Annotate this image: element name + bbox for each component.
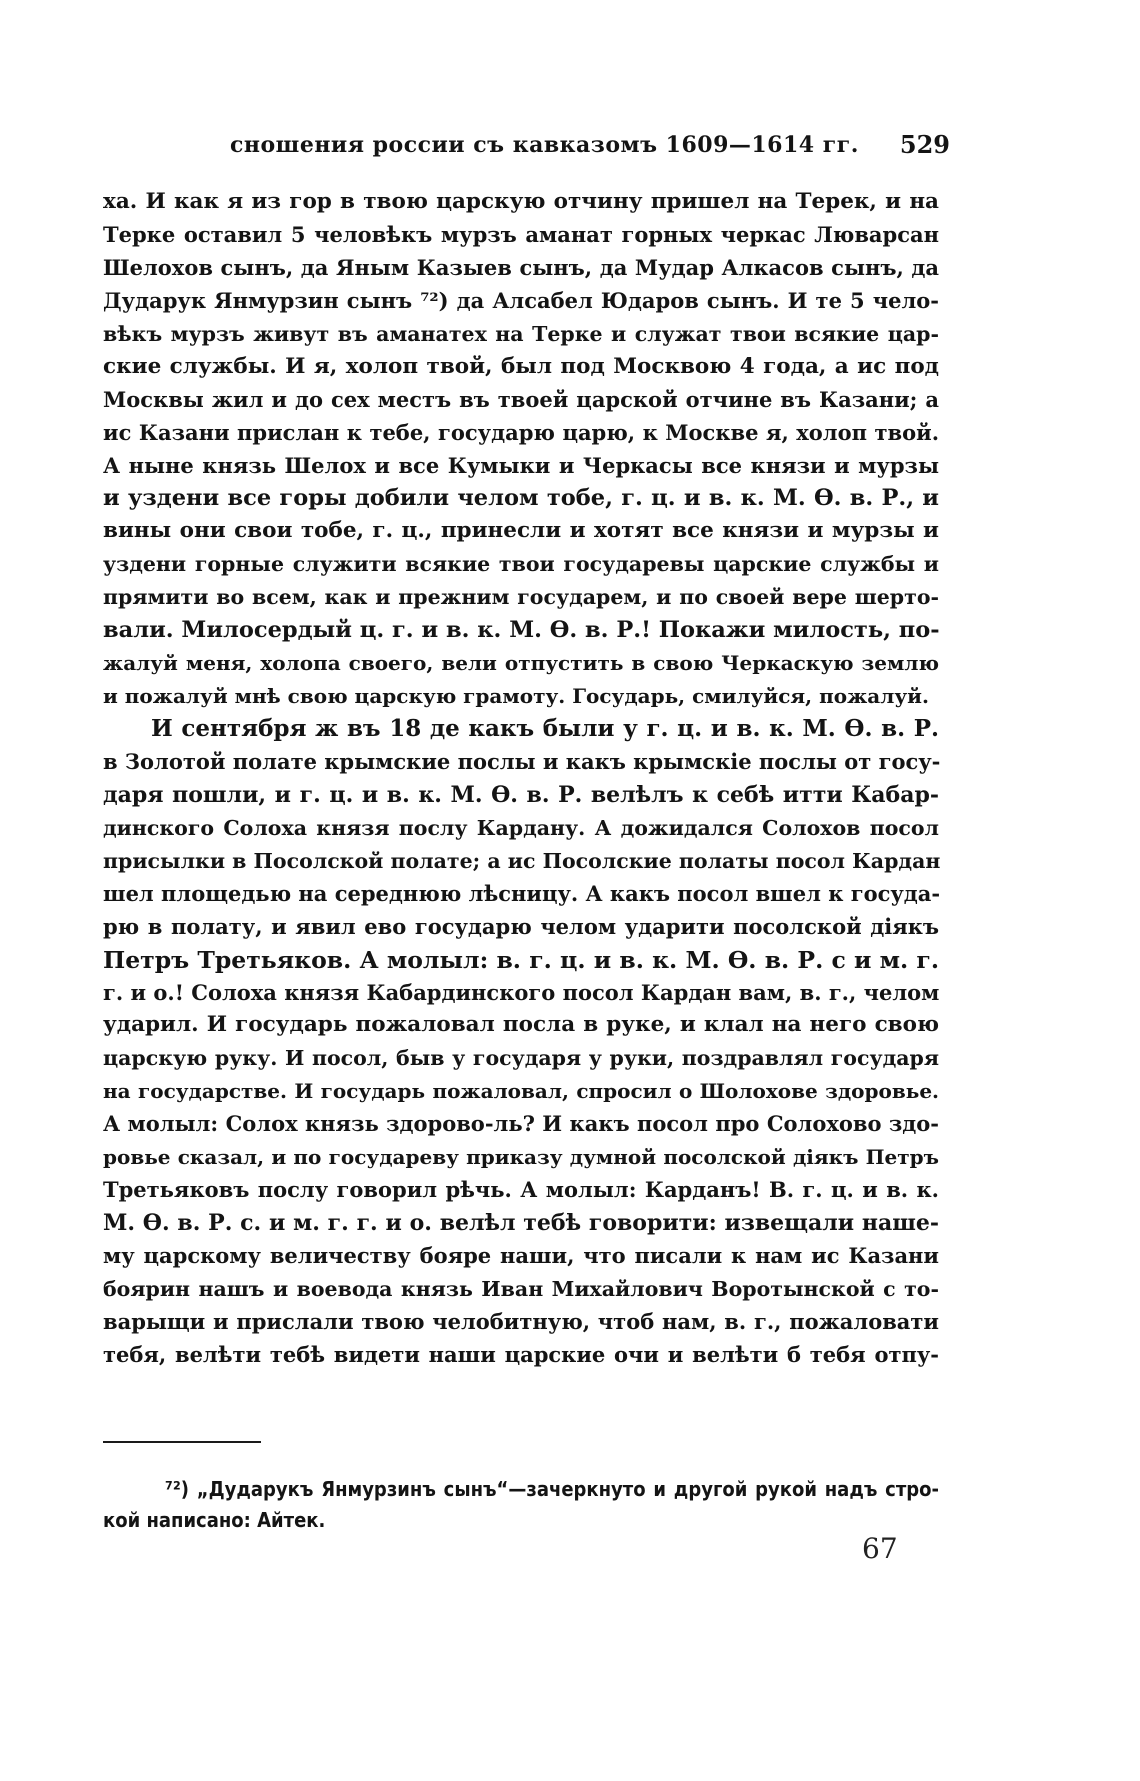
text-line: динского Солоха князя послу Кардану. А дожидался Солохов посол bbox=[103, 815, 939, 840]
text-line: прямити во всем, как и прежним государем, и по своей вере шерто- bbox=[103, 585, 939, 610]
text-line: Дударук Янмурзин сынъ ⁷²) да Алсабел Юдаров сынъ. И те 5 чело- bbox=[103, 287, 939, 313]
text-line: шел площедью на середнюю лѣсницу. А какъ посол вшел к госуда- bbox=[103, 880, 941, 906]
text-line: вали. Милосердый ц. г. и в. к. М. Ѳ. в. Р.! Покажи милость, по- bbox=[103, 617, 940, 644]
text-line: боярин нашъ и воевода князь Иван Михайлович Воротынской с то- bbox=[103, 1276, 939, 1301]
text-line: варыщи и прислали твою челобитную, чтоб нам, в. г., пожаловати bbox=[103, 1308, 939, 1334]
text-line: тебя, велѣти тебѣ видети наши царские очи и велѣти б тебя отпу- bbox=[103, 1341, 939, 1367]
text-line: ударил. И государь пожаловал посла в руке, и клал на него свою bbox=[103, 1012, 939, 1038]
text-line: рю в полату, и явил ево государю челом ударити посолской діякъ bbox=[103, 913, 939, 939]
page-number: 529 bbox=[899, 130, 950, 159]
text-line: Третьяковъ послу говорил рѣчь. А молыл: Карданъ! В. г. ц. и в. к. bbox=[103, 1177, 939, 1203]
text-line: царскую руку. И посол, быв у государя у руки, поздравлял государя bbox=[103, 1046, 939, 1071]
text-line: вѣкъ мурзъ живут въ аманатех на Терке и служат твои всякие цар- bbox=[103, 321, 939, 346]
text-line: на государстве. И государь пожаловал, спросил о Шолохове здоровье. bbox=[103, 1079, 939, 1104]
text-line: жалуй меня, холопа своего, вели отпустить в свою Черкаскую землю bbox=[103, 651, 939, 676]
text-line: и уздени все горы добили челом тобе, г. ц. и в. к. М. Ѳ. в. Р., и bbox=[103, 485, 939, 512]
footnote bbox=[103, 1474, 939, 1536]
text-line: А молыл: Солох князь здорово-ль? И какъ посол про Солохово здо- bbox=[103, 1111, 939, 1137]
text-line: И сентября ж въ 18 де какъ были у г. ц. и в. к. М. Ѳ. в. Р. bbox=[151, 715, 939, 742]
text-line: уздени горные служити всякие твои государевы царские службы и bbox=[103, 552, 939, 577]
text-line: ха. И как я из гор в твою царскую отчину пришел на Терек, и на bbox=[103, 189, 939, 214]
text-line: А ныне князь Шелох и все Кумыки и Черкасы все князи и мурзы bbox=[103, 452, 939, 478]
text-line: ровье сказал, и по государеву приказу думной посолской діякъ Петръ bbox=[103, 1145, 939, 1170]
text-line: г. и о.! Солоха князя Кабардинского посол Кардан вам, в. г., челом bbox=[103, 979, 940, 1005]
text-line: му царскому величеству бояре наши, что писали к нам ис Казани bbox=[103, 1243, 939, 1268]
text-line: даря пошли, и г. ц. и в. к. М. Ѳ. в. Р. велѣлъ к себѣ итти Кабар- bbox=[103, 781, 939, 808]
footnote-line: ⁷²) „Дударукъ Янмурзинъ сынъ“—зачеркнуто и другой рукой надъ стро- bbox=[165, 1477, 939, 1501]
running-head bbox=[100, 132, 950, 166]
text-line: ские службы. И я, холоп твой, был под Москвою 4 года, а ис под bbox=[103, 353, 939, 379]
text-line: Шелохов сынъ, да Яным Казыев сынъ, да Мудар Алкасов сынъ, да bbox=[103, 254, 939, 280]
text-line: и пожалуй мнѣ свою царскую грамоту. Государь, смилуйся, пожалуй. bbox=[103, 684, 929, 709]
text-line: Терке оставил 5 человѣкъ мурзъ аманат горных черкас Люварсан bbox=[103, 221, 939, 247]
text-line: ис Казани прислан к тебе, государю царю, к Москве я, холоп твой. bbox=[103, 419, 939, 445]
body-text bbox=[103, 186, 939, 1372]
text-line: Петръ Третьяков. А молыл: в. г. ц. и в. к. М. Ѳ. в. Р. с и м. г. bbox=[103, 945, 939, 974]
footnote-rule bbox=[103, 1441, 261, 1443]
text-line: М. Ѳ. в. Р. с. и м. г. г. и о. велѣл тебѣ говорити: извещали наше- bbox=[103, 1210, 939, 1237]
text-line: вины они свои тобе, г. ц., принесли и хотят все князи и мурзы и bbox=[103, 518, 939, 544]
signature-number: 67 bbox=[862, 1532, 898, 1565]
running-title: сношения россии съ кавказомъ 1609—1614 гг. bbox=[230, 132, 859, 158]
text-line: в Золотой полате крымские послы и какъ крымскіе послы от госу- bbox=[103, 748, 941, 774]
text-line: присылки в Посолской полате; а ис Посолские полаты посол Кардан bbox=[103, 848, 941, 873]
footnote-line: кой написано: Айтек. bbox=[103, 1508, 326, 1532]
text-line: Москвы жил и до сех местъ въ твоей царской отчине въ Казани; а bbox=[103, 386, 939, 412]
